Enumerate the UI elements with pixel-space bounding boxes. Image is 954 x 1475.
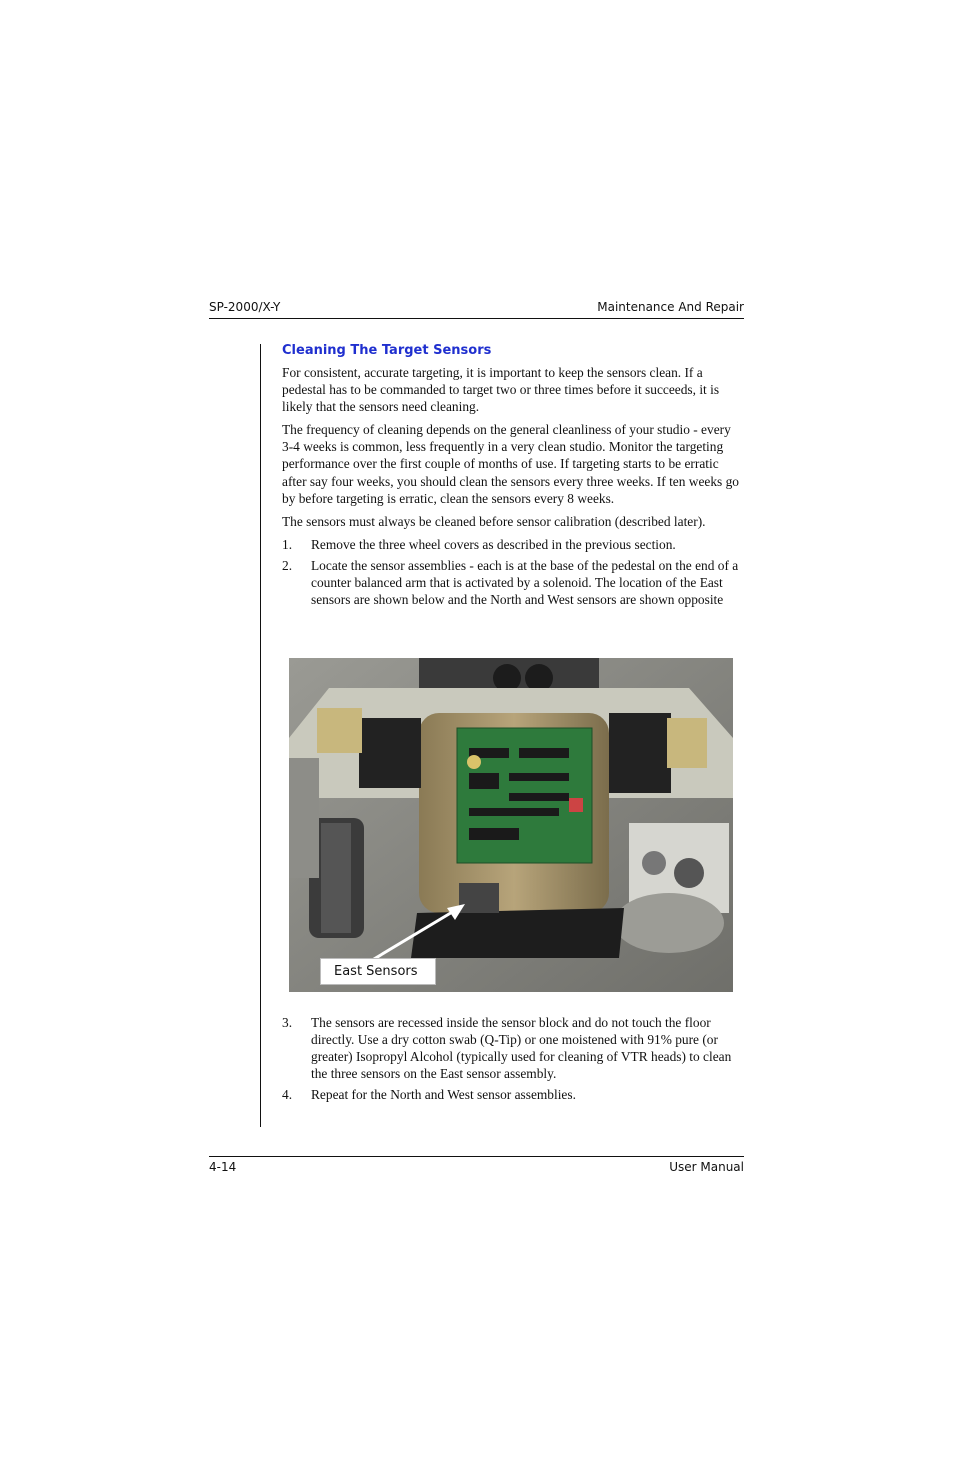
header-chapter: Maintenance And Repair xyxy=(597,300,744,314)
step-4 xyxy=(282,1086,744,1103)
paragraph: The frequency of cleaning depends on the general cleanliness of your studio - every 3-4 weeks is common, less frequently in a very clean studio. Monitor the targeting performance over the first couple of months of use. If targeting starts to be erratic after say four weeks, you should clean the sensors every three weeks. If ten weeks go by before targeting is erratic, clean the sensors every 8 weeks. xyxy=(282,422,739,506)
section-title: Cleaning The Target Sensors xyxy=(282,343,492,358)
step-number: 3. xyxy=(282,1015,293,1030)
step-3 xyxy=(282,1014,744,1082)
paragraph: The sensors must always be cleaned before sensor calibration (described later). xyxy=(282,513,706,529)
change-bar xyxy=(260,344,261,1127)
step-number: 2. xyxy=(282,557,293,573)
step-text: Repeat for the North and West sensor assemblies. xyxy=(311,1087,576,1103)
step-2 xyxy=(282,557,744,608)
step-text: Locate the sensor assemblies - each is at the base of the pedestal on the end of a counter balanced arm that is activated by a solenoid. The location of the East sensors are shown below and the North and West sensors are shown opposite xyxy=(311,557,739,608)
step-number: 4. xyxy=(282,1087,293,1103)
page-footer xyxy=(209,1156,744,1179)
page-header xyxy=(209,298,744,319)
page-number: 4-14 xyxy=(209,1160,237,1174)
section-body xyxy=(282,342,744,612)
sensor-photo xyxy=(289,658,733,992)
pedestal-illustration xyxy=(289,658,733,992)
step-number: 1. xyxy=(282,536,293,552)
east-sensors-callout: East Sensors xyxy=(320,958,436,985)
step-text: Remove the three wheel covers as described in the previous section. xyxy=(311,536,676,552)
step-1 xyxy=(282,536,744,553)
step-text: The sensors are recessed inside the sensor block and do not touch the floor directly. Use a dry cotton swab (Q-Tip) or one moistened with 91% pure (or greater) Isopropyl Alcohol (typically used for cleaning of VTR heads) to clean the three sensors on the East sensor assembly. xyxy=(311,1015,732,1082)
section-body-continued xyxy=(282,1014,744,1107)
footer-doc-title: User Manual xyxy=(669,1160,744,1174)
paragraph: For consistent, accurate targeting, it is important to keep the sensors clean. If a pedestal has to be commanded to target two or three times before it succeeds, it is likely that the sensors need cleaning. xyxy=(282,365,720,415)
header-doc-id: SP-2000/X-Y xyxy=(209,300,281,314)
